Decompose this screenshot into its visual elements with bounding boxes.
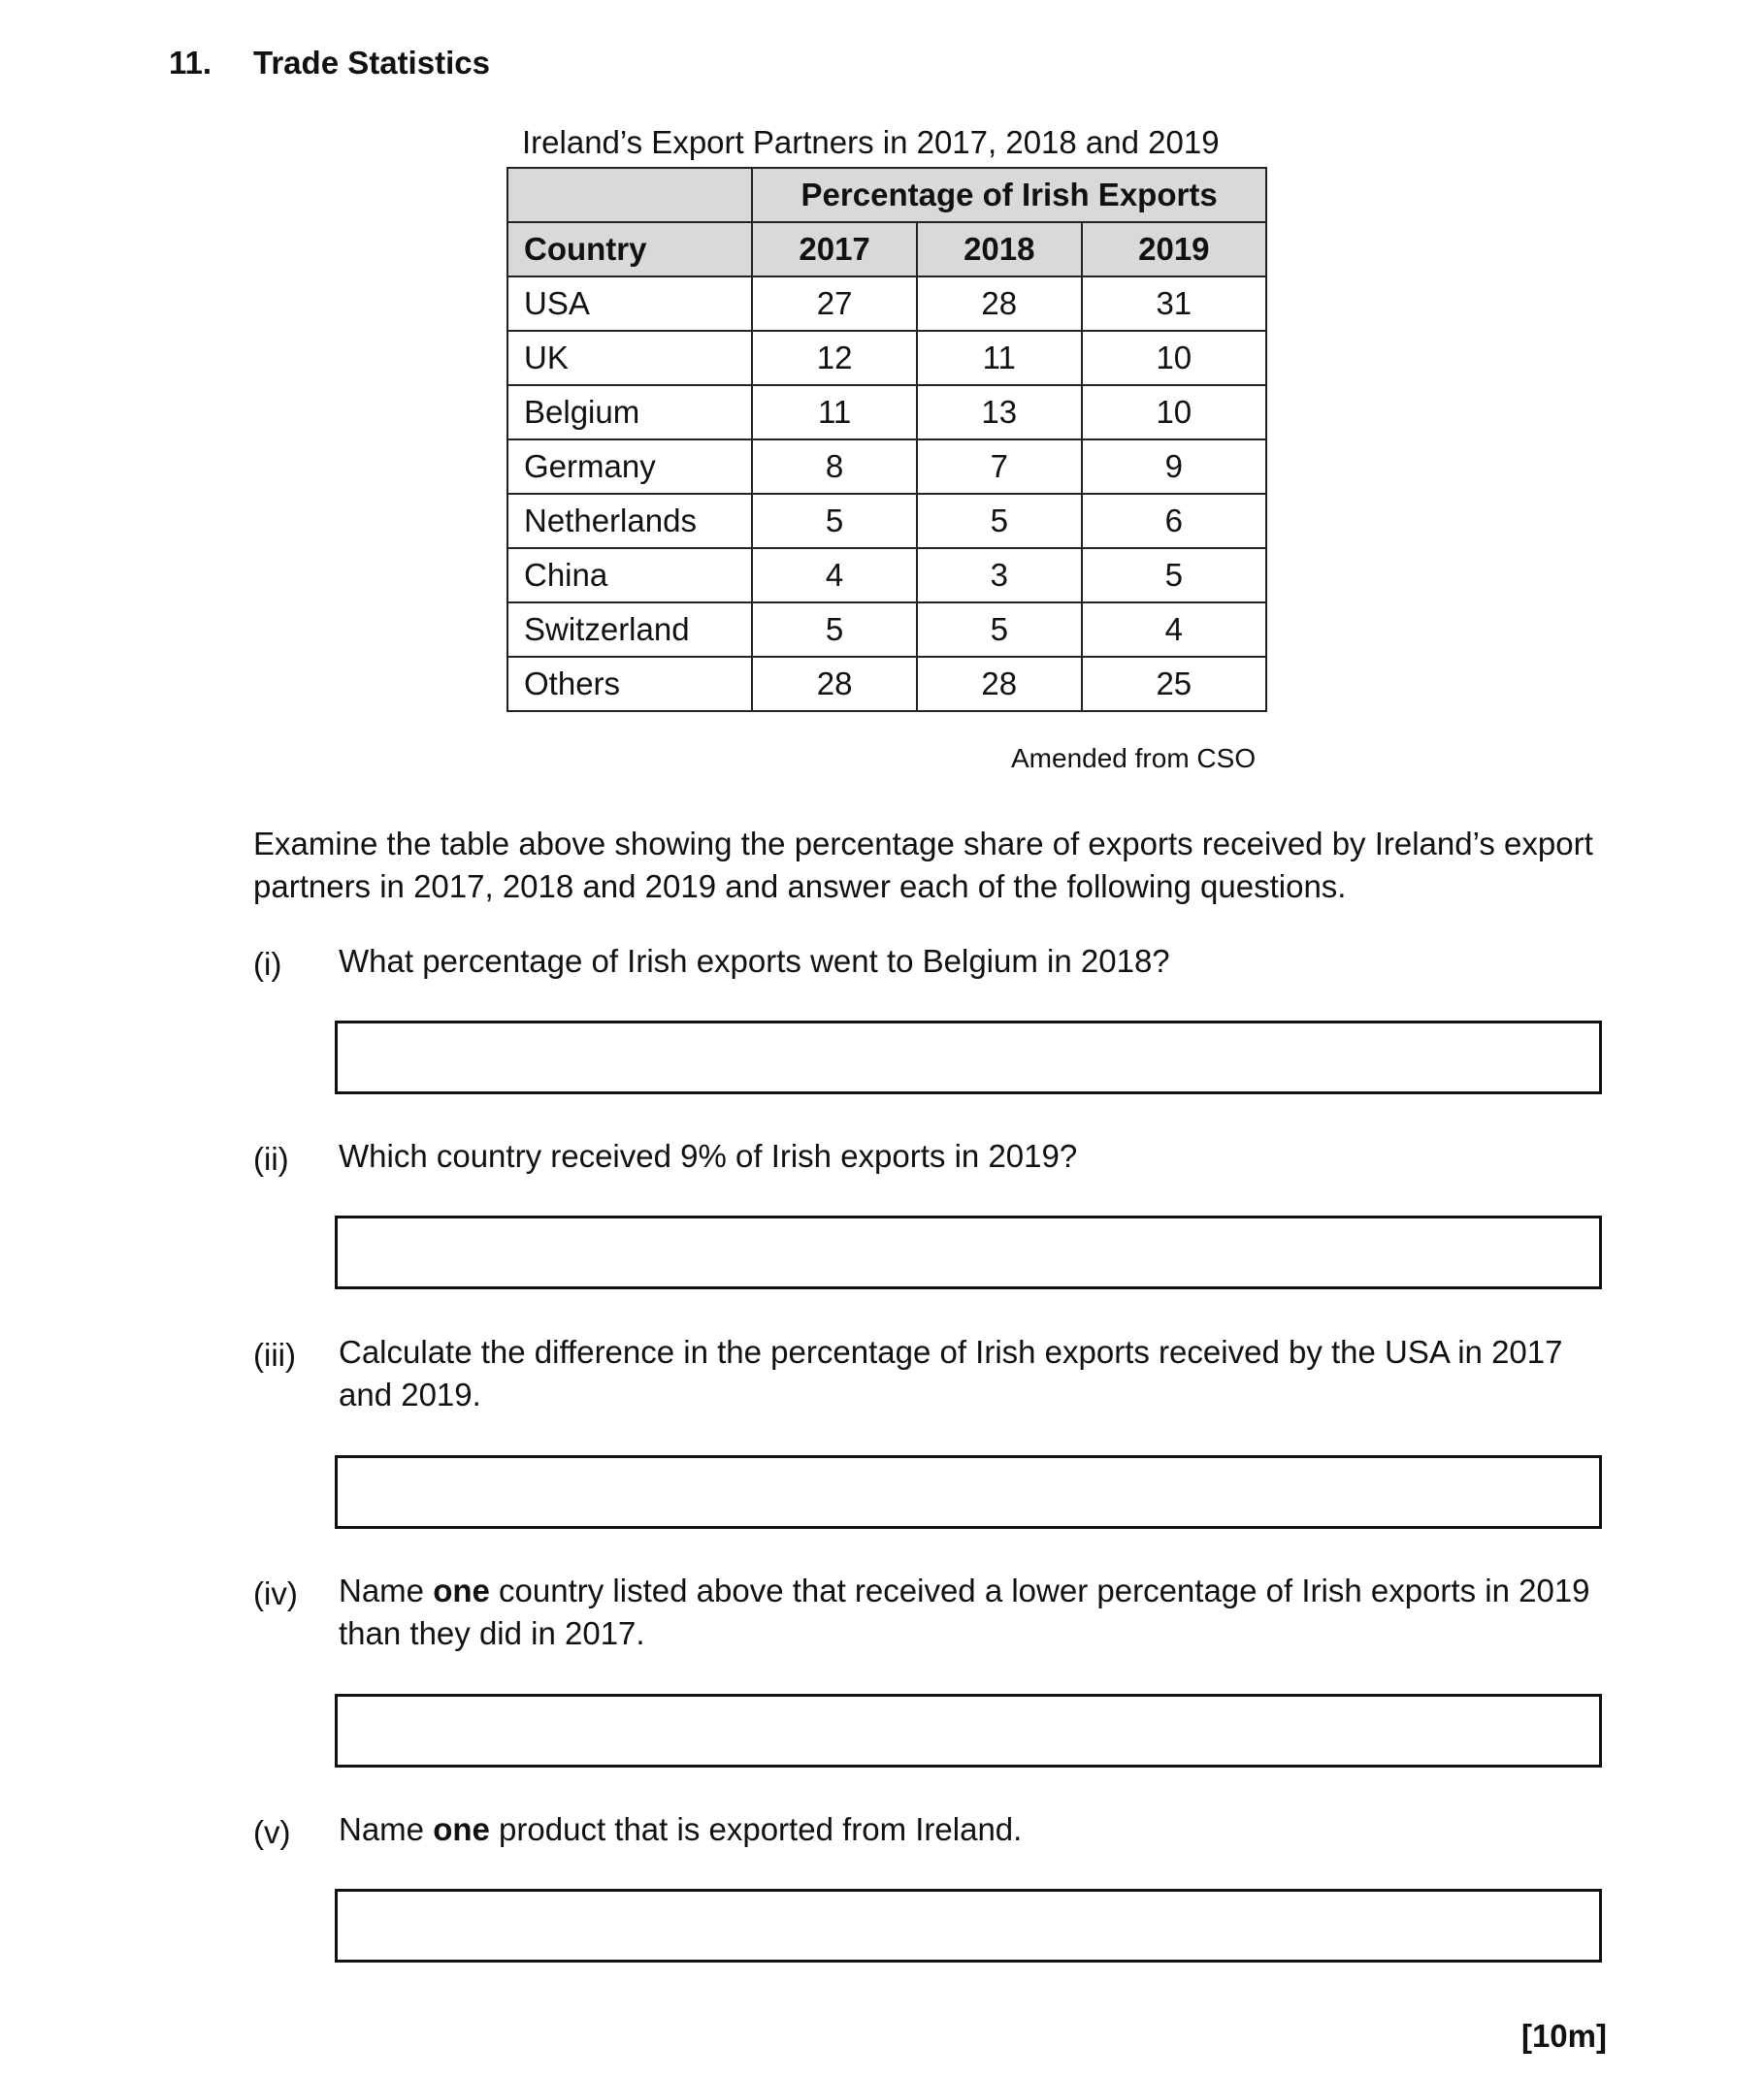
table-row <box>507 439 1266 494</box>
country-cell: Belgium <box>507 385 752 439</box>
value-cell: 4 <box>752 548 917 602</box>
country-cell: Others <box>507 657 752 711</box>
table-caption: Ireland’s Export Partners in 2017, 2018 and 2019 <box>522 124 1220 160</box>
answer-box[interactable] <box>335 1694 1602 1768</box>
answer-box[interactable] <box>335 1455 1602 1529</box>
table-row <box>507 548 1266 602</box>
intro-text: Examine the table above showing the percentage share of exports received by Ireland’s export partners in 2017, 2018 and 2019 and answer each of the following questions. <box>253 826 1593 904</box>
table-header-row <box>507 222 1266 276</box>
value-cell: 10 <box>1082 331 1266 385</box>
value-cell: 25 <box>1082 657 1266 711</box>
country-cell: Switzerland <box>507 602 752 657</box>
value-cell: 5 <box>917 494 1082 548</box>
column-header-country: Country <box>507 222 752 276</box>
value-cell: 28 <box>917 657 1082 711</box>
value-cell: 7 <box>917 439 1082 494</box>
value-cell: 27 <box>752 276 917 331</box>
value-cell: 5 <box>752 602 917 657</box>
value-cell: 11 <box>752 385 917 439</box>
country-cell: UK <box>507 331 752 385</box>
column-header-year: 2019 <box>1082 222 1266 276</box>
part-label: (v) <box>253 1814 291 1850</box>
value-cell: 28 <box>752 657 917 711</box>
part-text: Name <box>339 1573 434 1608</box>
answer-box[interactable] <box>335 1889 1602 1963</box>
answer-box[interactable] <box>335 1216 1602 1289</box>
question-number: 11. <box>169 45 212 81</box>
part-label: (ii) <box>253 1141 289 1177</box>
value-cell: 28 <box>917 276 1082 331</box>
value-cell: 3 <box>917 548 1082 602</box>
part-emphasis: one <box>433 1811 490 1847</box>
value-cell: 11 <box>917 331 1082 385</box>
country-cell: Netherlands <box>507 494 752 548</box>
value-cell: 5 <box>1082 548 1266 602</box>
value-cell: 5 <box>917 602 1082 657</box>
part-question: Calculate the difference in the percentage of Irish exports received by the USA in 2017 and 2019. <box>339 1334 1563 1412</box>
part-emphasis: one <box>433 1573 490 1608</box>
part-question: Which country received 9% of Irish exports in 2019? <box>339 1138 1078 1174</box>
part-label: (iii) <box>253 1337 296 1373</box>
value-cell: 10 <box>1082 385 1266 439</box>
part-question: What percentage of Irish exports went to Belgium in 2018? <box>339 943 1170 979</box>
part-text: country listed above that received a lower percentage of Irish exports in 2019 than they did in 2017. <box>339 1573 1590 1651</box>
value-cell: 31 <box>1082 276 1266 331</box>
question-title: Trade Statistics <box>253 45 490 81</box>
part-label: (iv) <box>253 1575 298 1611</box>
value-cell: 13 <box>917 385 1082 439</box>
table-row <box>507 602 1266 657</box>
table-row <box>507 385 1266 439</box>
part-question <box>339 1570 1610 1655</box>
table-row <box>507 494 1266 548</box>
column-header-year: 2017 <box>752 222 917 276</box>
table-row <box>507 657 1266 711</box>
part-text: Name <box>339 1811 434 1847</box>
table-header-blank <box>507 168 752 222</box>
export-partners-table <box>506 167 1267 712</box>
part-question <box>339 1808 1610 1851</box>
country-cell: USA <box>507 276 752 331</box>
marks-total: [10m] <box>1520 2018 1607 2054</box>
part-label: (i) <box>253 946 282 982</box>
table-group-header: Percentage of Irish Exports <box>752 168 1266 222</box>
value-cell: 6 <box>1082 494 1266 548</box>
table-source: Amended from CSO <box>1011 743 1257 773</box>
value-cell: 12 <box>752 331 917 385</box>
column-header-year: 2018 <box>917 222 1082 276</box>
value-cell: 5 <box>752 494 917 548</box>
part-text: product that is exported from Ireland. <box>489 1811 1023 1847</box>
table-group-header-row <box>507 168 1266 222</box>
country-cell: China <box>507 548 752 602</box>
value-cell: 8 <box>752 439 917 494</box>
table-row <box>507 331 1266 385</box>
value-cell: 9 <box>1082 439 1266 494</box>
value-cell: 4 <box>1082 602 1266 657</box>
country-cell: Germany <box>507 439 752 494</box>
table-row <box>507 276 1266 331</box>
answer-box[interactable] <box>335 1021 1602 1094</box>
